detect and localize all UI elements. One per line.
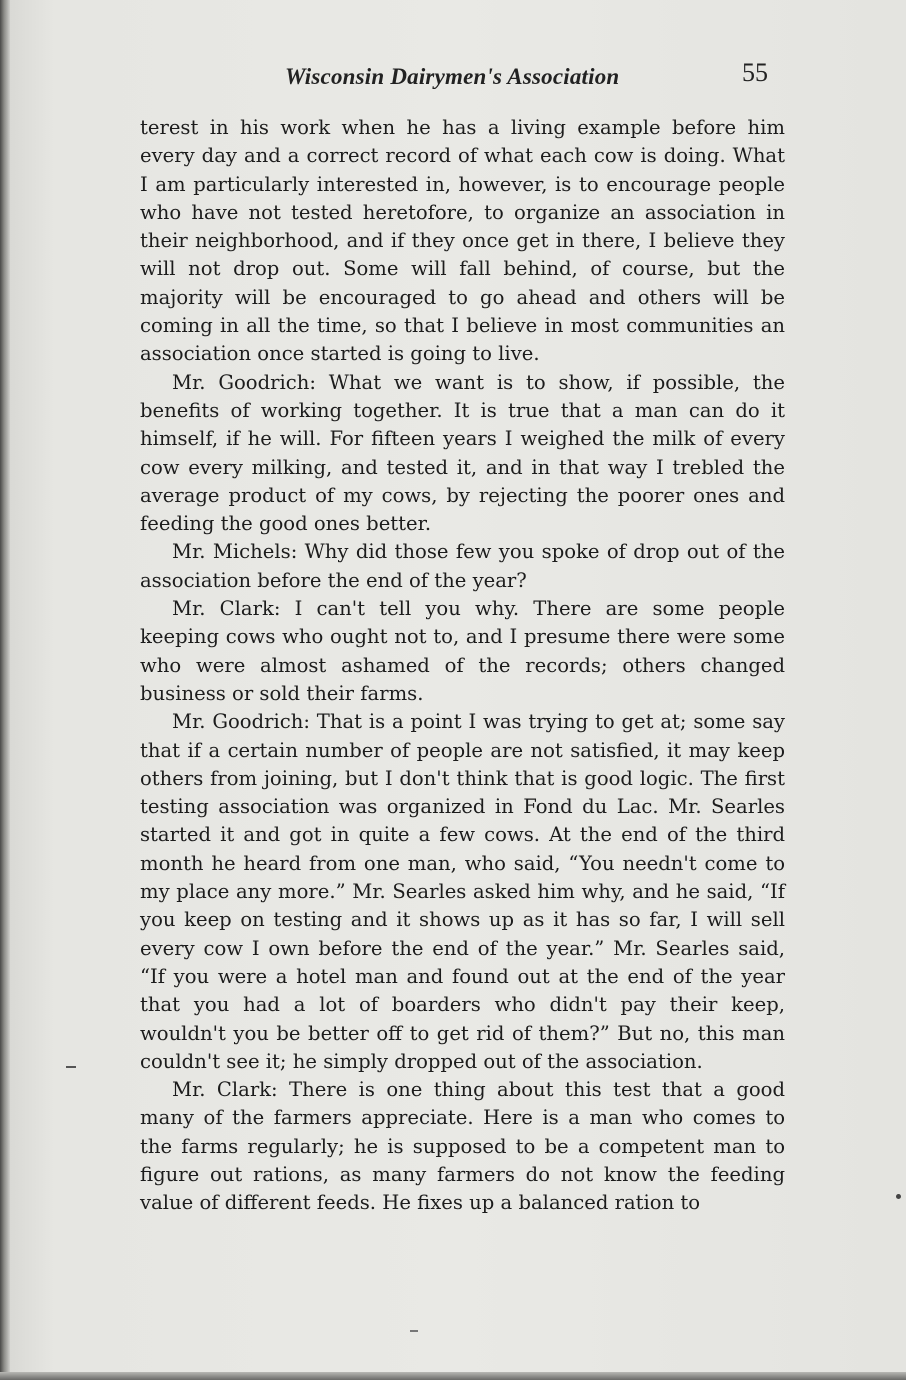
paragraph-continuation: terest in his work when he has a living example before him every day and a correct record of what each cow is doing. What I am particularly interested in, however, is to encourage people who have not tested heretofore, to organize an association in their neighborhood, and if they once get in there, I believe they will not drop out. Some will fall behind, of course, but the majority will be encouraged to go ahead and others will be coming in all the time, so that I believe in most communities an association once started is going to live. <box>140 116 785 366</box>
paragraph-clark-2: Mr. Clark: There is one thing about this test that a good many of the farmers appreciate. Here is a man who comes to the farms regularly; he is supposed to be a competent man to figure out rations, as many farmers do not know the feeding value of different feeds. He fixes up a balanced ration to <box>140 1078 785 1215</box>
margin-mark-bottom <box>410 1330 418 1332</box>
paragraph-goodrich-2: Mr. Goodrich: That is a point I was trying to get at; some say that if a certain number of people are not satisfied, it may keep others from joining, but I don't think that is good logic. The first testing association was organized in Fond du Lac. Mr. Searles started it and got in quite a few cows. At the end of the third month he heard from one man, who said, “You needn't come to my place any more.” Mr. Searles asked him why, and he said, “If you keep on testing and it shows up as it has so far, I will sell every cow I own before the end of the year.” Mr. Searles said, “If you were a hotel man and found out at the end of the year that you had a lot of boarders who didn't pay their keep, wouldn't you be better off to get rid of them?” But no, this man couldn't see it; he simply dropped out of the association. <box>140 710 785 1073</box>
paragraph-michels: Mr. Michels: Why did those few you spoke of drop out of the association before the end of the year? <box>140 540 785 592</box>
margin-mark-right <box>896 1194 901 1199</box>
running-title: Wisconsin Dairymen's Association <box>285 64 620 89</box>
page-number: 55 <box>742 58 768 87</box>
page-bottom-edge <box>0 1372 906 1380</box>
paragraph-clark-1: Mr. Clark: I can't tell you why. There are some people keeping cows who ought not to, and I presume there were some who were almost ashamed of the records; others changed business or sold their farms. <box>140 597 785 705</box>
body-text <box>140 114 785 1218</box>
binding-edge <box>0 0 10 1380</box>
margin-mark-left <box>66 1066 76 1068</box>
paragraph-goodrich-1: Mr. Goodrich: What we want is to show, if possible, the benefits of working together. It is true that a man can do it himself, if he will. For fifteen years I weighed the milk of every cow every milking, and tested it, and in that way I trebled the average product of my cows, by rejecting the poorer ones and feeding the good ones better. <box>140 370 785 536</box>
